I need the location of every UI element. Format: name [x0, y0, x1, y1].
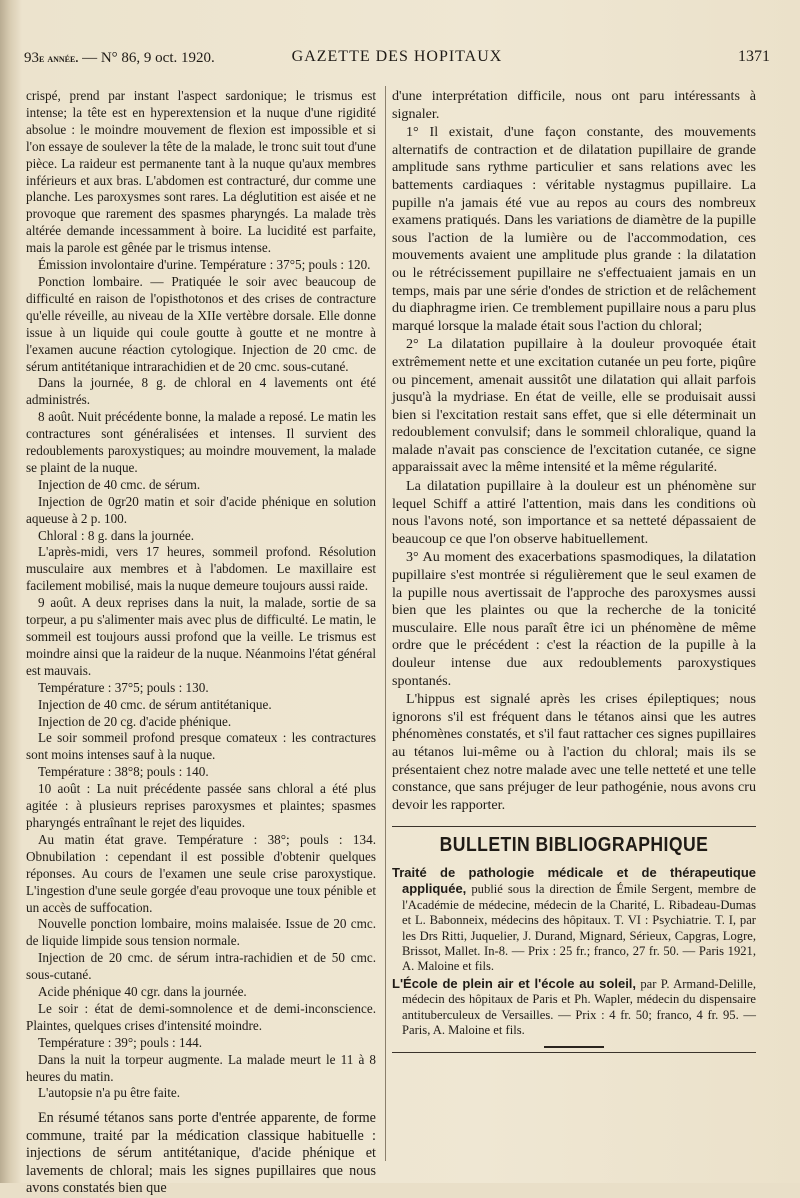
paragraph: Injection de 20 cmc. de sérum intra-rachidien et de 50 cmc. sous-cutané. — [26, 950, 376, 983]
section-title: BULLETIN BIBLIOGRAPHIQUE — [439, 834, 709, 857]
bibliography-section — [392, 826, 756, 1053]
paragraph: Le soir sommeil profond presque comateux : les contractures sont moins intenses sauf à la nuque. — [26, 730, 376, 763]
paragraph: Injection de 40 cmc. de sérum. — [38, 476, 201, 492]
paragraph: Nouvelle ponction lombaire, moins malaisée. Issue de 20 cmc. de liquide limpide sous tension normale. — [26, 916, 376, 949]
paragraph: Injection de 0gr20 matin et soir d'acide phénique en solution aqueuse à 2 p. 100. — [26, 493, 376, 526]
paragraph: L'après-midi, vers 17 heures, sommeil profond. Résolution musculaire aux membres et à l'abdomen. Le maxillaire est facilement mobilisé, mais la nuque demeure toujours aussi raide. — [26, 544, 376, 594]
paragraph: Le soir : état de demi-somnolence et de demi-inconscience. Plaintes, quelques crises d'intensité moindre. — [26, 1000, 376, 1033]
journal-title: GAZETTE DES HOPITAUX — [291, 48, 503, 65]
paragraph: Température : 38°8; pouls : 140. — [38, 764, 209, 780]
book-details: par P. Armand-Delille, médecin des hôpitaux de Paris et Ph. Wapler, médecin du dispensaire antituberculeux de Versailles. — Prix : 4 fr. 50; franco, 4 fr. 95. — Paris, A. Maloine et fils. — [402, 976, 756, 1037]
end-ornament — [544, 1040, 604, 1048]
paragraph: 2° La dilatation pupillaire à la douleur provoquée était extrêmement nette et une excitation cutanée un peu forte, piqûre ou pincement, amenait aussitôt une dilatation qui allait parfois jusqu'à la mydriase. En état de veille, elle se produisait aussi bien si l'excitation restait sans effet, que si elle déterminait un redoublement convulsif; dans le sommeil chloralique, quand la malade n'avait pas conscience de l'excitation cutanée, ce signe apparaissait avec la même intensité et la même régularité. — [392, 336, 756, 476]
column-divider — [385, 86, 386, 1161]
paragraph: Dans la nuit la torpeur augmente. La malade meurt le 11 à 8 heures du matin. — [26, 1051, 376, 1084]
paragraph: Au matin état grave. Température : 38°; pouls : 134. Obnubilation : cependant il est possible d'obtenir quelques réponses. Au cours de l'examen une seule crise paroxystique. L'ingestion d'une seule gorgée d'eau provoque une toux pénible et un accès de suffocation. — [26, 831, 376, 915]
book-title: Traité de pathologie médicale et de thérapeutique appliquée, — [392, 864, 756, 897]
paragraph: L'autopsie n'a pu être faite. — [38, 1085, 181, 1101]
page-header — [24, 42, 770, 72]
paragraph: En résumé tétanos sans porte d'entrée apparente, de forme commune, traité par la médication classique habituelle : injections de sérum antitétanique, d'acide phénique et lavements de chloral; mais les signes pupillaires que nous avons constatés bien que — [26, 1110, 376, 1197]
paragraph: Température : 39°; pouls : 144. — [38, 1034, 203, 1050]
paragraph: 9 août. A deux reprises dans la nuit, la malade, sortie de sa torpeur, a pu s'alimenter mais avec plus de difficulté. Le matin, le sommeil est toujours aussi profond que la veille. Le trismus est moindre ainsi que la raideur de la nuque. Néanmoins l'état général est mauvais. — [26, 595, 376, 678]
book-title: L'École de plein air et l'école au soleil, — [392, 975, 637, 991]
paragraph: 8 août. Nuit précédente bonne, la malade a reposé. Le matin les contractures sont généralisées et intenses. Il survient des redoublements paroxystiques; au moindre mouvement, la malade se plaint de la nuque. — [26, 409, 376, 475]
right-column — [392, 88, 756, 1053]
paragraph: Ponction lombaire. — Pratiquée le soir avec beaucoup de difficulté en raison de l'opisthotonos et des crises de contracture qu'elle réveille, au niveau de la XIIe vertèbre dorsale. Elle donne issue à un liquide qui coule goutte à goutte et ne montre à l'examen aucune réaction cytologique. Injection de 20 cmc. de sérum antitétanique intrarachidien et de 20 cmc. sous-cutané. — [26, 273, 376, 374]
paragraph: L'hippus est signalé après les crises épileptiques; nous ignorons s'il est fréquent dans le tétanos ainsi que les autres phénomènes constatés, et s'il faut rattacher ces signes pupillaires au tétanos lui-même ou à l'action du chloral; mais ils se présentaient chez notre malade avec une telle netteté et une telle constance, que sans préjuger de leur pathogénie, nous avons cru devoir les rapporter. — [392, 691, 756, 813]
year-suffix: e année. — [39, 51, 79, 65]
issue-number: — N° 86, 9 oct. 1920. — [82, 50, 215, 66]
paragraph: crispé, prend par instant l'aspect sardonique; le trismus est intense; la tête est en hyperextension et la nuque d'une rigidité absolue : le moindre mouvement de flexion est impossible et si l'on essaye de soulever la tête de la malade, le tronc suit tout d'une pièce. La raideur est permanente tant à la nuque qu'aux membres inférieurs et aux bras. L'abdomen est contracturé, dur comme une planche. Les paroxysmes sont rares. La déglutition est aisée et ne provoque que rarement des spasmes pharyngés. La malade très altérée demande incessamment à boire. La lucidité est parfaite, mais la parole est gênée par le trismus intense. — [26, 88, 376, 256]
left-column — [26, 88, 376, 1198]
bibliography-entry — [392, 976, 756, 1039]
page-number: 1371 — [738, 48, 770, 65]
paragraph: Dans la journée, 8 g. de chloral en 4 lavements ont été administrés. — [26, 375, 376, 408]
year-number: 93 — [24, 50, 39, 66]
bibliography-entry — [392, 865, 756, 975]
paragraph: Injection de 20 cg. d'acide phénique. — [38, 713, 232, 729]
paragraph: Acide phénique 40 cgr. dans la journée. — [38, 984, 247, 1000]
paragraph: 3° Au moment des exacerbations spasmodiques, la dilatation pupillaire s'est montrée si régulièrement que le seul examen de la pupille nous avertissait de l'approche des paroxysmes aussi bien que les plaintes ou que la recherche de la tonicité musculaire. Elle nous paraît être ici un phénomène de même ordre que le précédent : c'est la réaction de la pupille à la douleur intense due aux redoublements paroxystiques spontanés. — [392, 549, 756, 689]
paragraph: Chloral : 8 g. dans la journée. — [38, 527, 195, 543]
paragraph: La dilatation pupillaire à la douleur est un phénomène sur lequel Schiff a attiré l'attention, mais dans les conditions où nous l'avons noté, son importance et sa netteté dépassaient de beaucoup ce que l'on observe habituellement. — [392, 478, 756, 547]
paragraph: 10 août : La nuit précédente passée sans chloral a été plus agitée : à plusieurs reprises paroxysmes et plaintes; spasmes pharyngés entraînant le rejet des liquides. — [26, 781, 376, 830]
paragraph: d'une interprétation difficile, nous ont paru intéressants à signaler. — [392, 88, 756, 122]
paragraph: Température : 37°5; pouls : 130. — [38, 679, 209, 695]
book-details: publié sous la direction de Émile Sergent, membre de l'Académie de médecine, médecin de la Charité, L. Ribadeau-Dumas et L. Babonneix, médecins des hôpitaux. T. VI : Psychiatrie. T. I, par les Drs Ritti, Juquelier, J. Durand, Mignard, Sérieux, Capgras, Logre, Brissot, Mallet. In-8. — Prix : 25 fr.; franco, 27 fr. 50. — Paris 1921, A. Maloine et fils. — [402, 882, 756, 974]
paragraph: 1° Il existait, d'une façon constante, des mouvements alternatifs de contraction et de dilatation pupillaire de grande amplitude sans rythme particulier et sans relations avec les battements cardiaques : véritable nystagmus pupillaire. La pupille n'a jamais été vue au repos au cours des nombreux examens pratiqués. Dans les variations de diamètre de la pupille sous l'action de la lumière ou de l'accommodation, ces mouvements avaient une amplitude plus grande : la dilatation ou le rétrécissement pupillaire ne s'effectuaient jamais en un temps, mais par une série d'ondes de striction et de relâchement du diaphragme irien. Ce tremblement pupillaire nous a paru plus marqué lorsque la malade était sous l'action du chloral; — [392, 124, 756, 334]
paragraph: Injection de 40 cmc. de sérum antitétanique. — [38, 696, 272, 712]
paragraph: Émission involontaire d'urine. Température : 37°5; pouls : 120. — [38, 257, 371, 273]
